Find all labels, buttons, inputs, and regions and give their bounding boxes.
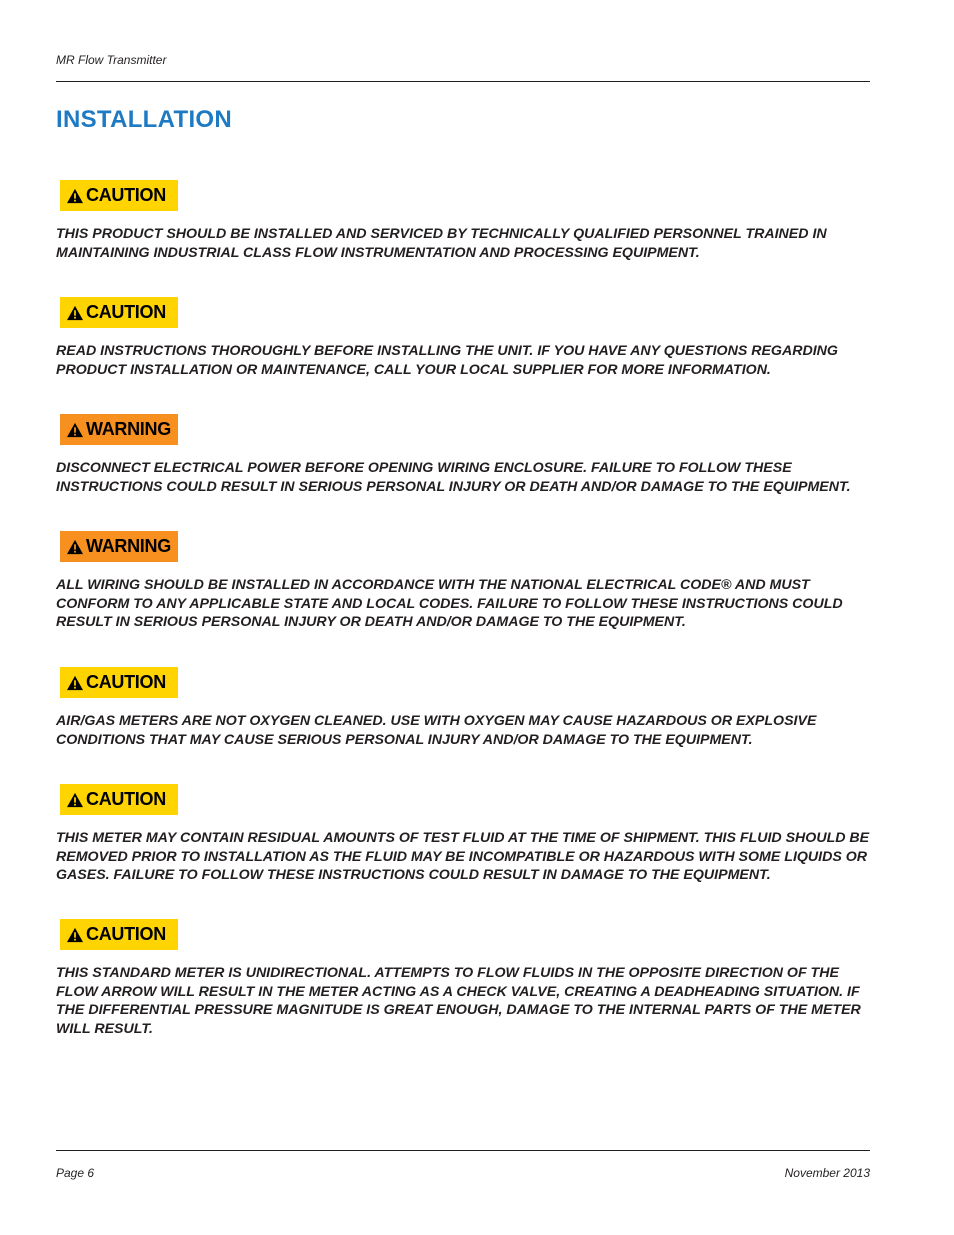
notice-text: DISCONNECT ELECTRICAL POWER BEFORE OPENING WIRING ENCLOSURE. FAILURE TO FOLLOW THESE INSTRUCTIONS COULD RESULT IN SERIOUS PERSONAL INJURY OR DEATH AND/OR DAMAGE TO THE EQUIPMENT. — [56, 460, 851, 495]
badge-label: WARNING — [86, 536, 171, 556]
caution-badge — [60, 919, 178, 950]
header-rule — [56, 81, 870, 82]
warning-triangle-icon — [66, 188, 84, 204]
caution-badge — [60, 297, 178, 328]
caution-badge — [60, 784, 178, 815]
notice-text: READ INSTRUCTIONS THOROUGHLY BEFORE INSTALLING THE UNIT. IF YOU HAVE ANY QUESTIONS REGARDING PRODUCT INSTALLATION OR MAINTENANCE, CALL YOUR LOCAL SUPPLIER FOR MORE INFORMATION. — [56, 343, 838, 378]
badge-label: WARNING — [86, 419, 171, 439]
page-number: Page 6 — [56, 1166, 95, 1180]
notice-text: THIS STANDARD METER IS UNIDIRECTIONAL. ATTEMPTS TO FLOW FLUIDS IN THE OPPOSITE DIRECTION OF THE FLOW ARROW WILL RESULT IN THE METER ACTING AS A CHECK VALVE, CREATING A DEADHEADING SITUATION. IF THE DIFFERENTIAL PRESSURE MAGNITUDE IS GREAT ENOUGH, DAMAGE TO THE INTERNAL PARTS OF THE METER WILL RESULT. — [56, 965, 861, 1037]
caution-badge — [60, 180, 178, 211]
notice-text: ALL WIRING SHOULD BE INSTALLED IN ACCORDANCE WITH THE NATIONAL ELECTRICAL CODE® AND MUST CONFORM TO ANY APPLICABLE STATE AND LOCAL CODES. FAILURE TO FOLLOW THESE INSTRUCTIONS COULD RESULT IN SERIOUS PERSONAL INJURY OR DEATH AND/OR DAMAGE TO THE EQUIPMENT. — [56, 577, 843, 631]
notice-text: THIS METER MAY CONTAIN RESIDUAL AMOUNTS OF TEST FLUID AT THE TIME OF SHIPMENT. THIS FLUID SHOULD BE REMOVED PRIOR TO INSTALLATION AS THE FLUID MAY BE INCOMPATIBLE OR HAZARDOUS WITH SOME LIQUIDS OR GASES. FAILURE TO FOLLOW THESE INSTRUCTIONS COULD RESULT IN DAMAGE TO THE EQUIPMENT. — [56, 830, 870, 884]
warning-triangle-icon — [66, 539, 84, 555]
warning-triangle-icon — [66, 422, 84, 438]
notice-text: THIS PRODUCT SHOULD BE INSTALLED AND SERVICED BY TECHNICALLY QUALIFIED PERSONNEL TRAINED IN MAINTAINING INDUSTRIAL CLASS FLOW INSTRUMENTATION AND PROCESSING EQUIPMENT. — [56, 226, 827, 261]
footer-rule — [56, 1150, 870, 1151]
section-title: INSTALLATION — [56, 106, 233, 133]
caution-badge — [60, 667, 178, 698]
badge-label: CAUTION — [86, 672, 166, 692]
warning-triangle-icon — [66, 927, 84, 943]
warning-triangle-icon — [66, 792, 84, 808]
badge-label: CAUTION — [86, 185, 166, 205]
warning-badge — [60, 414, 178, 445]
badge-label: CAUTION — [86, 924, 166, 944]
running-header: MR Flow Transmitter — [56, 53, 167, 67]
badge-label: CAUTION — [86, 789, 166, 809]
warning-triangle-icon — [66, 675, 84, 691]
notice-text: AIR/GAS METERS ARE NOT OXYGEN CLEANED. USE WITH OXYGEN MAY CAUSE HAZARDOUS OR EXPLOSIVE CONDITIONS THAT MAY CAUSE SERIOUS PERSONAL INJURY AND/OR DAMAGE TO THE EQUIPMENT. — [56, 713, 817, 748]
warning-badge — [60, 531, 178, 562]
warning-triangle-icon — [66, 305, 84, 321]
publication-date: November 2013 — [784, 1166, 870, 1180]
badge-label: CAUTION — [86, 302, 166, 322]
